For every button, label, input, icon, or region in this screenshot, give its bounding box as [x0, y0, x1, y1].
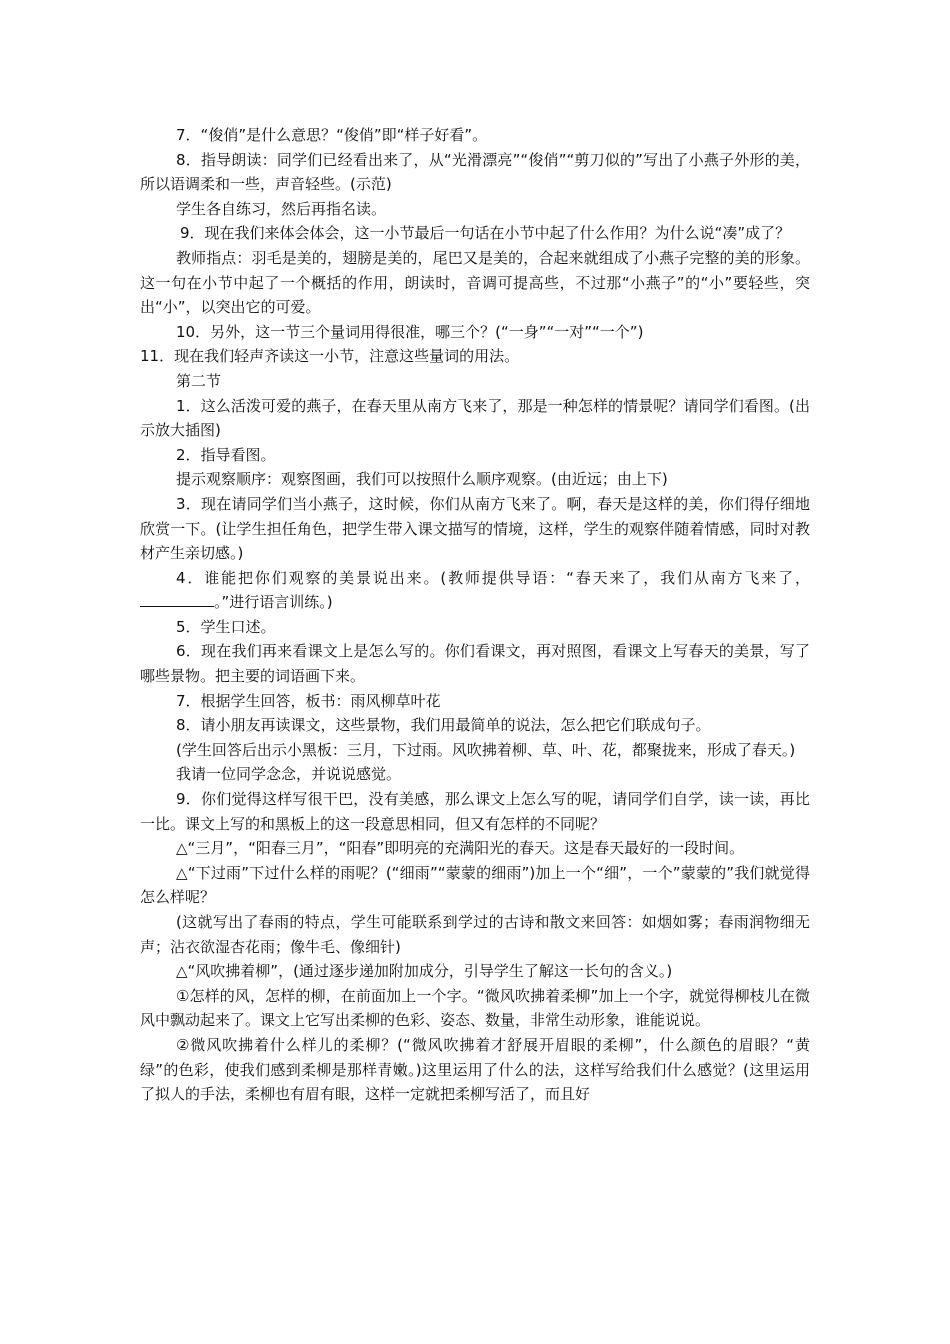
section2-item-1: 1．这么活泼可爱的燕子，在春天里从南方飞来了，那是一种怎样的情景呢？请同学们看图。(出示放大插图)	[140, 396, 810, 440]
section2-item-7: 7．根据学生回答，板书：雨风柳草叶花	[176, 691, 441, 710]
section2-item-8: 8．请小朋友再读课文，这些景物，我们用最简单的说法，怎么把它们联成句子。	[176, 716, 711, 735]
section2-item-9: 9．你们觉得这样写很干巴，没有美感，那么课文上怎么写的呢，请同学们自学，读一读，再比一比。课文上写的和黑板上的这一段意思相同，但又有怎样的不同呢？	[140, 790, 810, 833]
triangle-point-rain-note: (这就写出了春雨的特点，学生可能联系到学过的古诗和散文来回答：如烟如雾；春雨润物细无声；沾衣欲湿杏花雨；像牛毛、像细针)	[140, 913, 810, 956]
section2-item-5: 5．学生口述。	[176, 617, 276, 636]
paragraph-7: 7．“俊俏”是什么意思？“俊俏”即“样子好看”。	[176, 126, 488, 144]
section2-item-4-lead: 4．谁能把你们观察的美景说出来。(教师提供导语：“春天来了，我们从南方飞来了，	[176, 568, 810, 587]
section2-item-6: 6．现在我们再来看课文上是怎么写的。你们看课文，再对照图，看课文上写春天的美景，写了哪些景物。把主要的词语画下来。	[140, 642, 810, 686]
circled-point-2: ②微风吹拂着什么样儿的柔柳？(“微风吹拂着才舒展开眉眼的柔柳”，什么颜色的眉眼？“黄绿”的色彩，使我们感到柔柳是那样青嫩。)这里运用了什么的法，这样写给我们什么感觉？(这里运用了拟人的手法，柔柳也有眉有眼，这样一定就把柔柳写活了，而且好	[140, 1035, 810, 1104]
paragraph-8-practice: 学生各自练习，然后再指名读。	[176, 199, 387, 218]
triangle-point-march: △“三月”，“阳春三月”，“阳春”即明亮的充满阳光的春天。这是春天最好的一段时间。	[176, 839, 745, 858]
section2-item-4	[140, 566, 810, 615]
paragraph-11: 11．现在我们轻声齐读这一小节，注意这些量词的用法。	[140, 347, 520, 366]
paragraph-9-teacher-note: 教师指点：羽毛是美的，翅膀是美的，尾巴又是美的，合起来就组成了小燕子完整的美的形象。这一句在小节中起了一个概括的作用，朗读时，音调可提高些，不过那“小燕子”的“小”要轻些，突出“小”，以突出它的可爱。	[140, 248, 810, 317]
paragraph-8: 8．指导朗读：同学们已经看出来了，从“光滑漂亮”“俊俏”“剪刀似的”写出了小燕子外形的美，所以语调柔和一些，声音轻些。(示范)	[140, 150, 810, 194]
circled-point-1: ①怎样的风，怎样的柳，在前面加上一个字。“微风吹拂着柔柳”加上一个字，就觉得柳枝儿在微风中飘动起来了。课文上它写出柔柳的色彩、姿态、数量，非常生动形象，谁能说说。	[140, 986, 810, 1030]
triangle-point-willow: △“风吹拂着柳”，(通过逐步递加附加成分，引导学生了解这一长句的含义。)	[176, 962, 673, 981]
section2-item-8-read: 我请一位同学念念，并说说感觉。	[176, 765, 402, 784]
section2-item-2-hint: 提示观察顺序：观察图画，我们可以按照什么顺序观察。(由近远；由上下)	[176, 470, 668, 489]
document-body	[140, 123, 810, 1107]
section2-item-8-blackboard: (学生回答后出示小黑板：三月，下过雨。风吹拂着柳、草、叶、花，都聚拢来，形成了春天。)	[176, 740, 796, 759]
paragraph-9: 9．现在我们来体会体会，这一小节最后一句话在小节中起了什么作用？为什么说“凑”成了？	[180, 224, 791, 243]
triangle-point-rain: △“下过雨”下过什么样的雨呢？(“细雨”“蒙蒙的细雨”)加上一个“细”，一个”蒙蒙的”我们就觉得怎么样呢？	[140, 863, 810, 907]
section2-item-4-tail: 。”进行语言训练。)	[214, 593, 333, 612]
section2-item-2: 2．指导看图。	[176, 445, 276, 464]
section-heading-2: 第二节	[176, 371, 222, 390]
paragraph-10: 10．另外，这一节三个量词用得很准，哪三个？(“一身”“一对”“一个”)	[176, 322, 644, 341]
section2-item-3: 3．现在请同学们当小燕子，这时候，你们从南方飞来了。啊，春天是这样的美，你们得仔细地欣赏一下。(让学生担任角色，把学生带入课文描写的情境，这样，学生的观察伴随着情感，同时对教材产生亲切感。)	[140, 494, 810, 563]
fill-in-blank-line	[140, 590, 214, 607]
